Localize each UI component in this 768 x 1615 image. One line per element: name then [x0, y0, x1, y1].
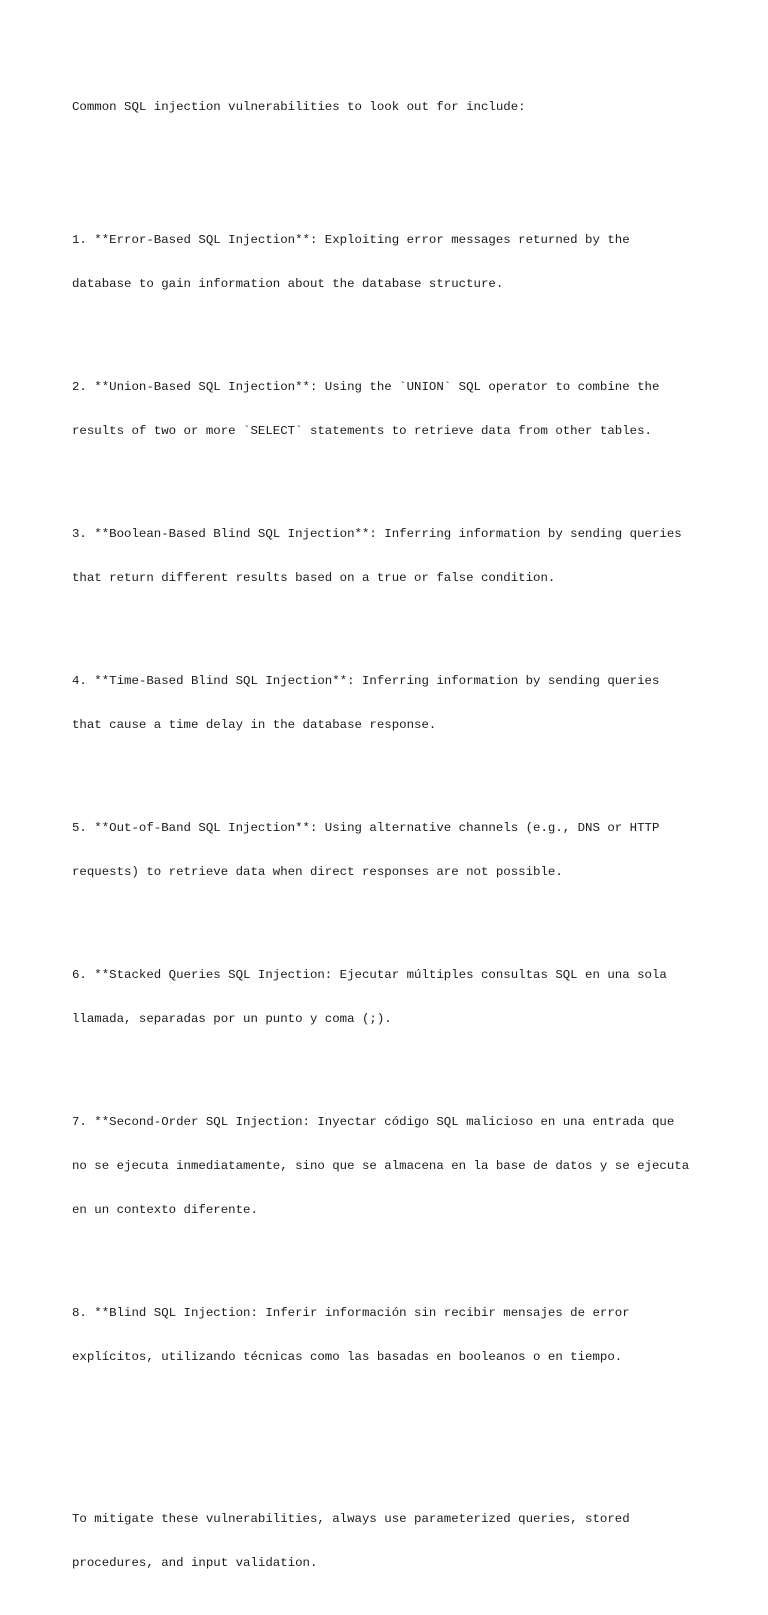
outro-paragraph: [72, 1482, 732, 1600]
list-item: [72, 1277, 732, 1395]
outro-line: To mitigate these vulnerabilities, always use parameterized queries, stored: [72, 1511, 630, 1526]
spacer: [72, 145, 732, 160]
list-item-line: that return different results based on a true or false condition.: [72, 570, 556, 585]
list-item-line: 3. **Boolean-Based Blind SQL Injection**: Inferring information by sending queries: [72, 526, 682, 541]
list-item-line: en un contexto diferente.: [72, 1203, 258, 1218]
list-item-line: requests) to retrieve data when direct responses are not possible.: [72, 864, 563, 879]
list-item-line: 1. **Error-Based SQL Injection**: Exploiting error messages returned by the: [72, 232, 630, 247]
list-item-line: explícitos, utilizando técnicas como las basadas en booleanos o en tiempo.: [72, 1350, 623, 1365]
list-item-line: llamada, separadas por un punto y coma (;).: [72, 1011, 392, 1026]
list-item-line: 8. **Blind SQL Injection: Inferir información sin recibir mensajes de error: [72, 1306, 630, 1321]
list-item-line: results of two or more `SELECT` statements to retrieve data from other tables.: [72, 423, 652, 438]
document-body: [72, 71, 732, 1615]
list-item: [72, 203, 732, 321]
list-item-line: no se ejecuta inmediatamente, sino que se almacena en la base de datos y se ejecuta: [72, 1159, 690, 1174]
list-item: [72, 1086, 732, 1248]
list-item: [72, 791, 732, 909]
list-item: [72, 497, 732, 615]
list-item-line: 2. **Union-Based SQL Injection**: Using the `UNION` SQL operator to combine the: [72, 379, 660, 394]
list-item: [72, 350, 732, 468]
spacer: [72, 1438, 732, 1453]
list-item-line: 7. **Second-Order SQL Injection: Inyectar código SQL malicioso en una entrada que: [72, 1114, 675, 1129]
list-item: [72, 644, 732, 762]
list-item-line: database to gain information about the database structure.: [72, 276, 504, 291]
intro-text: Common SQL injection vulnerabilities to look out for include:: [72, 100, 526, 115]
list-item-line: 4. **Time-Based Blind SQL Injection**: Inferring information by sending queries: [72, 673, 660, 688]
list-item-line: 5. **Out-of-Band SQL Injection**: Using alternative channels (e.g., DNS or HTTP: [72, 820, 660, 835]
outro-line: procedures, and input validation.: [72, 1555, 318, 1570]
list-item: [72, 938, 732, 1056]
list-item-line: that cause a time delay in the database response.: [72, 717, 437, 732]
list-item-line: 6. **Stacked Queries SQL Injection: Ejecutar múltiples consultas SQL en una sola: [72, 967, 667, 982]
